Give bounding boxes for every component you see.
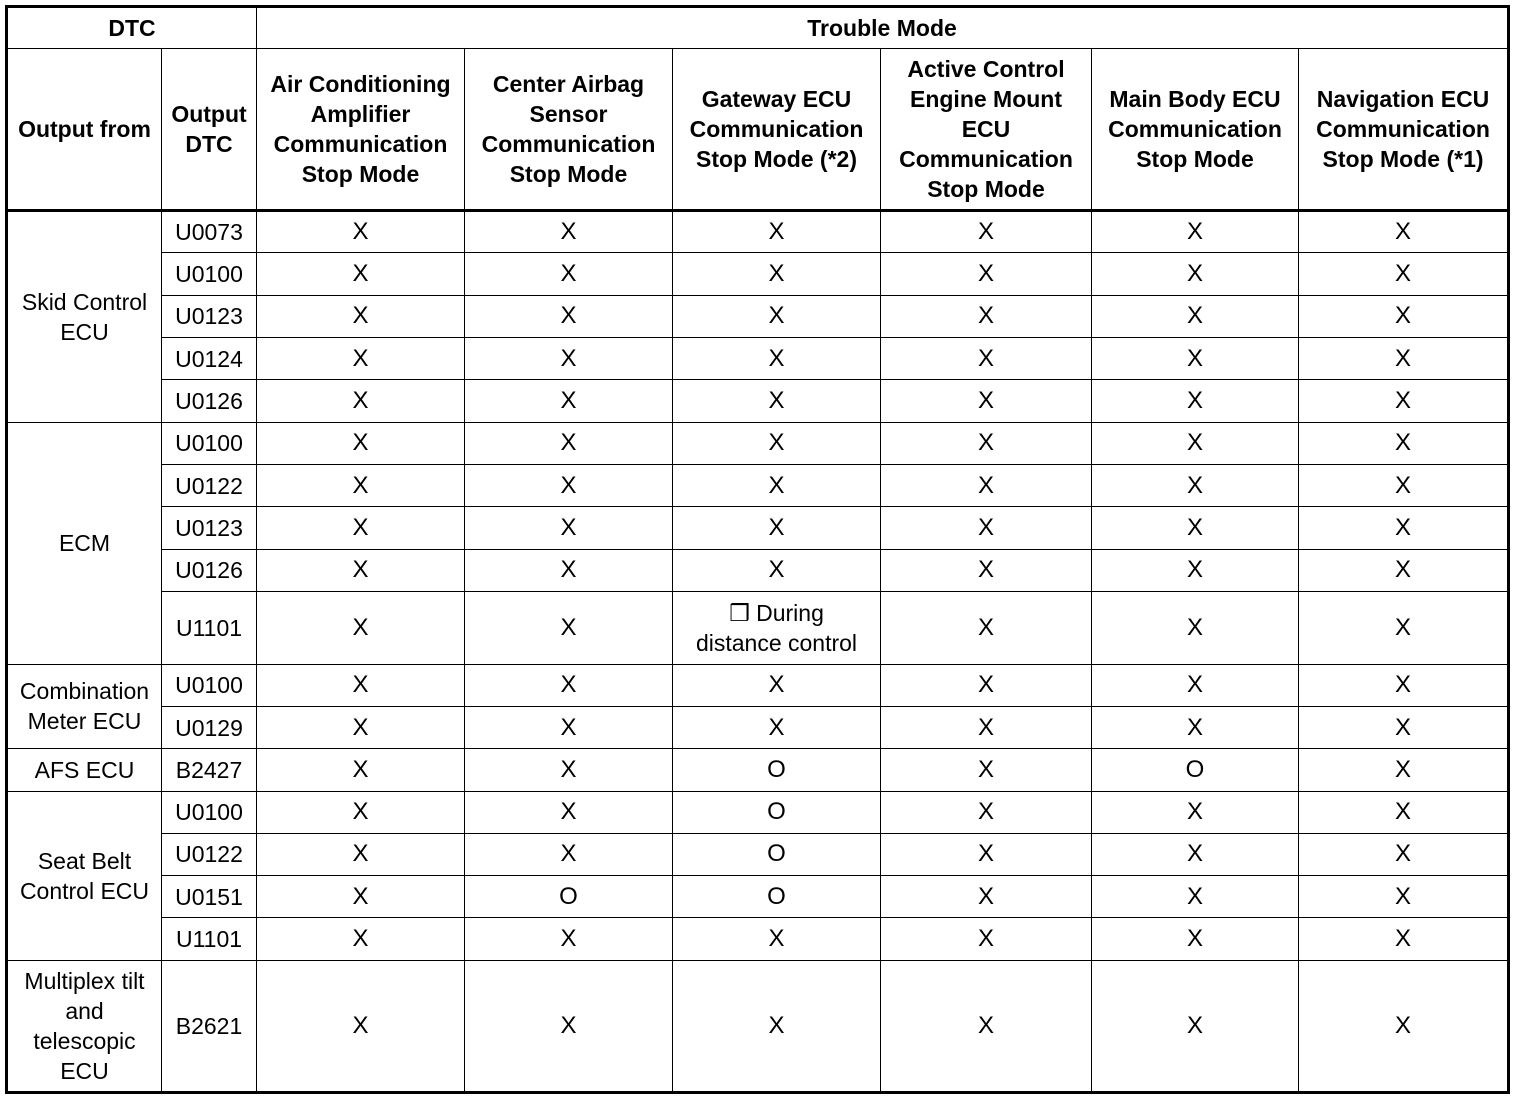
mark-cell-gateway-ecu: X bbox=[673, 337, 881, 379]
mark-cell-main-body-ecu: X bbox=[1092, 706, 1299, 748]
dtc-code-cell: U0126 bbox=[162, 549, 257, 591]
mark-cell-main-body-ecu: O bbox=[1092, 749, 1299, 791]
mode-header-active-control-engine-mount bbox=[881, 49, 1092, 211]
mark-cell-gateway-ecu: X bbox=[673, 253, 881, 295]
mark-cell-active-control-engine-mount: X bbox=[881, 918, 1092, 960]
cell-line: ❒ During bbox=[729, 599, 824, 626]
cell-line: ECM bbox=[58, 530, 111, 557]
mark-cell-main-body-ecu: X bbox=[1092, 591, 1299, 664]
mark-cell-air-conditioning: X bbox=[257, 549, 465, 591]
cell-line: Stop Mode bbox=[1136, 146, 1254, 172]
dtc-code-cell: U0129 bbox=[162, 706, 257, 748]
table-row bbox=[7, 706, 1509, 748]
table-row bbox=[7, 591, 1509, 664]
output-from-cell bbox=[7, 211, 162, 423]
dtc-code-cell: B2621 bbox=[162, 960, 257, 1092]
cell-line: telescopic bbox=[33, 1027, 136, 1054]
mark-cell-navigation-ecu: X bbox=[1299, 918, 1509, 960]
cell-line: distance control bbox=[695, 629, 858, 656]
table-row bbox=[7, 211, 1509, 253]
mark-cell-active-control-engine-mount: X bbox=[881, 464, 1092, 506]
cell-line: Communication bbox=[481, 131, 656, 157]
cell-line: Engine Mount bbox=[909, 86, 1063, 112]
mode-header-center-airbag bbox=[465, 49, 673, 211]
mark-cell-air-conditioning: X bbox=[257, 960, 465, 1092]
mark-cell-active-control-engine-mount: X bbox=[881, 664, 1092, 706]
mark-cell-navigation-ecu: X bbox=[1299, 876, 1509, 918]
cell-line: Air Conditioning bbox=[270, 71, 451, 97]
dtc-code-cell: U0100 bbox=[162, 422, 257, 464]
header-row-top bbox=[7, 7, 1509, 49]
mark-cell-navigation-ecu: X bbox=[1299, 664, 1509, 706]
mark-cell-gateway-ecu: X bbox=[673, 549, 881, 591]
mark-cell-center-airbag: X bbox=[465, 253, 673, 295]
mark-cell-gateway-ecu: X bbox=[673, 295, 881, 337]
mark-cell-main-body-ecu: X bbox=[1092, 295, 1299, 337]
cell-line: Multiplex tilt bbox=[24, 967, 145, 994]
mark-cell-navigation-ecu: X bbox=[1299, 380, 1509, 422]
mark-cell-air-conditioning: X bbox=[257, 380, 465, 422]
mark-cell-gateway-ecu: X bbox=[673, 918, 881, 960]
cell-line: ECU bbox=[961, 116, 1011, 142]
mark-cell-center-airbag: X bbox=[465, 833, 673, 875]
mark-cell-gateway-ecu: O bbox=[673, 791, 881, 833]
cell-line: AFS ECU bbox=[34, 756, 135, 783]
output-from-header: Output from bbox=[7, 49, 162, 211]
mark-cell-gateway-ecu: X bbox=[673, 706, 881, 748]
cell-line: Combination bbox=[19, 678, 150, 705]
header-row-columns bbox=[7, 49, 1509, 211]
cell-line: DTC bbox=[185, 131, 233, 157]
mark-cell-main-body-ecu: X bbox=[1092, 960, 1299, 1092]
output-from-cell bbox=[7, 422, 162, 664]
dtc-table bbox=[5, 5, 1510, 1094]
table-row bbox=[7, 833, 1509, 875]
mark-cell-air-conditioning: X bbox=[257, 876, 465, 918]
output-from-cell bbox=[7, 664, 162, 749]
mark-cell-main-body-ecu: X bbox=[1092, 876, 1299, 918]
mode-header-air-conditioning bbox=[257, 49, 465, 211]
mark-cell-air-conditioning: X bbox=[257, 591, 465, 664]
output-from-cell bbox=[7, 749, 162, 791]
output-from-cell bbox=[7, 960, 162, 1092]
mark-cell-air-conditioning: X bbox=[257, 833, 465, 875]
mark-cell-center-airbag: X bbox=[465, 422, 673, 464]
cell-line: Navigation ECU bbox=[1316, 86, 1490, 112]
mark-cell-active-control-engine-mount: X bbox=[881, 749, 1092, 791]
mark-cell-center-airbag: X bbox=[465, 211, 673, 253]
mark-cell-main-body-ecu: X bbox=[1092, 253, 1299, 295]
dtc-code-cell: U0124 bbox=[162, 337, 257, 379]
mark-cell-center-airbag: X bbox=[465, 380, 673, 422]
table-row bbox=[7, 876, 1509, 918]
cell-line: Gateway ECU bbox=[701, 86, 852, 112]
mark-cell-air-conditioning: X bbox=[257, 464, 465, 506]
dtc-code-cell: U0123 bbox=[162, 507, 257, 549]
mark-cell-active-control-engine-mount: X bbox=[881, 706, 1092, 748]
mark-cell-gateway-ecu: X bbox=[673, 507, 881, 549]
table-row bbox=[7, 337, 1509, 379]
mark-cell-navigation-ecu: X bbox=[1299, 749, 1509, 791]
mark-cell-air-conditioning: X bbox=[257, 507, 465, 549]
mark-cell-active-control-engine-mount: X bbox=[881, 833, 1092, 875]
mark-cell-active-control-engine-mount: X bbox=[881, 791, 1092, 833]
mark-cell-center-airbag: X bbox=[465, 791, 673, 833]
table-body bbox=[7, 211, 1509, 1093]
cell-line: Communication bbox=[1316, 116, 1490, 142]
mark-cell-main-body-ecu: X bbox=[1092, 664, 1299, 706]
dtc-header: DTC bbox=[7, 7, 257, 49]
mark-cell-navigation-ecu: X bbox=[1299, 591, 1509, 664]
mark-cell-active-control-engine-mount: X bbox=[881, 211, 1092, 253]
cell-line: Communication bbox=[1108, 116, 1282, 142]
dtc-code-cell: U0151 bbox=[162, 876, 257, 918]
cell-line: Active Control bbox=[907, 56, 1065, 82]
mode-header-gateway-ecu bbox=[673, 49, 881, 211]
mark-cell-gateway-ecu bbox=[673, 591, 881, 664]
cell-line: Output bbox=[171, 101, 247, 127]
dtc-code-cell: U0122 bbox=[162, 464, 257, 506]
mark-cell-gateway-ecu: O bbox=[673, 749, 881, 791]
mark-cell-navigation-ecu: X bbox=[1299, 253, 1509, 295]
cell-line: Communication bbox=[689, 116, 864, 142]
mark-cell-gateway-ecu: X bbox=[673, 211, 881, 253]
mark-cell-center-airbag: X bbox=[465, 591, 673, 664]
mark-cell-air-conditioning: X bbox=[257, 253, 465, 295]
cell-line: Communication bbox=[899, 146, 1073, 172]
mark-cell-air-conditioning: X bbox=[257, 295, 465, 337]
cell-line: Sensor bbox=[529, 101, 608, 127]
mark-cell-main-body-ecu: X bbox=[1092, 337, 1299, 379]
mark-cell-active-control-engine-mount: X bbox=[881, 422, 1092, 464]
dtc-code-cell: U1101 bbox=[162, 591, 257, 664]
table-row bbox=[7, 960, 1509, 1092]
mark-cell-main-body-ecu: X bbox=[1092, 918, 1299, 960]
dtc-code-cell: U1101 bbox=[162, 918, 257, 960]
cell-line: ECU bbox=[60, 1057, 109, 1084]
mark-cell-navigation-ecu: X bbox=[1299, 211, 1509, 253]
mark-cell-air-conditioning: X bbox=[257, 664, 465, 706]
mark-cell-active-control-engine-mount: X bbox=[881, 507, 1092, 549]
output-dtc-header bbox=[162, 49, 257, 211]
mode-header-navigation-ecu bbox=[1299, 49, 1509, 211]
table-row bbox=[7, 422, 1509, 464]
mark-cell-gateway-ecu: O bbox=[673, 833, 881, 875]
mark-cell-center-airbag: X bbox=[465, 664, 673, 706]
mark-cell-main-body-ecu: X bbox=[1092, 464, 1299, 506]
dtc-code-cell: B2427 bbox=[162, 749, 257, 791]
table-row bbox=[7, 253, 1509, 295]
mark-cell-active-control-engine-mount: X bbox=[881, 549, 1092, 591]
mark-cell-air-conditioning: X bbox=[257, 422, 465, 464]
mark-cell-gateway-ecu: X bbox=[673, 464, 881, 506]
mark-cell-center-airbag: X bbox=[465, 549, 673, 591]
dtc-code-cell: U0073 bbox=[162, 211, 257, 253]
cell-line: Communication bbox=[273, 131, 448, 157]
mark-cell-active-control-engine-mount: X bbox=[881, 337, 1092, 379]
cell-line: Skid Control bbox=[21, 288, 148, 315]
mark-cell-center-airbag: X bbox=[465, 960, 673, 1092]
mark-cell-air-conditioning: X bbox=[257, 918, 465, 960]
mark-cell-navigation-ecu: X bbox=[1299, 337, 1509, 379]
cell-line: ECU bbox=[60, 318, 109, 345]
mark-cell-gateway-ecu: X bbox=[673, 960, 881, 1092]
cell-line: and bbox=[65, 997, 104, 1024]
cell-line: Stop Mode (*1) bbox=[1322, 146, 1484, 172]
mark-cell-center-airbag: X bbox=[465, 464, 673, 506]
mark-cell-center-airbag: X bbox=[465, 295, 673, 337]
mark-cell-active-control-engine-mount: X bbox=[881, 591, 1092, 664]
mark-cell-navigation-ecu: X bbox=[1299, 960, 1509, 1092]
cell-line: Stop Mode bbox=[927, 176, 1045, 202]
cell-line: Seat Belt bbox=[37, 847, 132, 874]
mark-cell-navigation-ecu: X bbox=[1299, 791, 1509, 833]
cell-line: Meter ECU bbox=[27, 708, 142, 735]
mark-cell-navigation-ecu: X bbox=[1299, 464, 1509, 506]
mark-cell-active-control-engine-mount: X bbox=[881, 960, 1092, 1092]
mark-cell-gateway-ecu: O bbox=[673, 876, 881, 918]
table-row bbox=[7, 918, 1509, 960]
mark-cell-navigation-ecu: X bbox=[1299, 422, 1509, 464]
mark-cell-air-conditioning: X bbox=[257, 749, 465, 791]
dtc-code-cell: U0100 bbox=[162, 664, 257, 706]
mark-cell-navigation-ecu: X bbox=[1299, 706, 1509, 748]
trouble-mode-header: Trouble Mode bbox=[257, 7, 1509, 49]
cell-line: Stop Mode (*2) bbox=[696, 146, 857, 172]
table-row bbox=[7, 791, 1509, 833]
mark-cell-active-control-engine-mount: X bbox=[881, 876, 1092, 918]
mark-cell-air-conditioning: X bbox=[257, 706, 465, 748]
mark-cell-main-body-ecu: X bbox=[1092, 791, 1299, 833]
mark-cell-air-conditioning: X bbox=[257, 791, 465, 833]
table-row bbox=[7, 295, 1509, 337]
mark-cell-center-airbag: X bbox=[465, 918, 673, 960]
cell-line: Control ECU bbox=[19, 877, 150, 904]
mark-cell-main-body-ecu: X bbox=[1092, 422, 1299, 464]
dtc-code-cell: U0123 bbox=[162, 295, 257, 337]
table-row bbox=[7, 749, 1509, 791]
mark-cell-active-control-engine-mount: X bbox=[881, 380, 1092, 422]
dtc-code-cell: U0100 bbox=[162, 253, 257, 295]
mark-cell-center-airbag: O bbox=[465, 876, 673, 918]
mark-cell-navigation-ecu: X bbox=[1299, 295, 1509, 337]
mark-cell-main-body-ecu: X bbox=[1092, 507, 1299, 549]
table-row bbox=[7, 549, 1509, 591]
dtc-code-cell: U0126 bbox=[162, 380, 257, 422]
cell-line: Center Airbag bbox=[492, 71, 645, 97]
output-from-cell bbox=[7, 791, 162, 960]
cell-line: Stop Mode bbox=[509, 161, 628, 187]
mark-cell-gateway-ecu: X bbox=[673, 380, 881, 422]
table-row bbox=[7, 380, 1509, 422]
mark-cell-air-conditioning: X bbox=[257, 211, 465, 253]
dtc-code-cell: U0100 bbox=[162, 791, 257, 833]
table-row bbox=[7, 507, 1509, 549]
mark-cell-navigation-ecu: X bbox=[1299, 833, 1509, 875]
cell-line: Amplifier bbox=[310, 101, 411, 127]
table-row bbox=[7, 664, 1509, 706]
mark-cell-navigation-ecu: X bbox=[1299, 549, 1509, 591]
mark-cell-main-body-ecu: X bbox=[1092, 380, 1299, 422]
mark-cell-air-conditioning: X bbox=[257, 337, 465, 379]
mark-cell-gateway-ecu: X bbox=[673, 422, 881, 464]
mark-cell-center-airbag: X bbox=[465, 507, 673, 549]
mark-cell-main-body-ecu: X bbox=[1092, 211, 1299, 253]
table-header bbox=[7, 7, 1509, 211]
mark-cell-navigation-ecu: X bbox=[1299, 507, 1509, 549]
dtc-code-cell: U0122 bbox=[162, 833, 257, 875]
mark-cell-active-control-engine-mount: X bbox=[881, 295, 1092, 337]
mark-cell-center-airbag: X bbox=[465, 749, 673, 791]
mark-cell-main-body-ecu: X bbox=[1092, 549, 1299, 591]
mark-cell-center-airbag: X bbox=[465, 337, 673, 379]
mark-cell-gateway-ecu: X bbox=[673, 664, 881, 706]
mark-cell-active-control-engine-mount: X bbox=[881, 253, 1092, 295]
mark-cell-center-airbag: X bbox=[465, 706, 673, 748]
cell-line: Main Body ECU bbox=[1109, 86, 1281, 112]
mark-cell-main-body-ecu: X bbox=[1092, 833, 1299, 875]
mode-header-main-body-ecu bbox=[1092, 49, 1299, 211]
cell-line: Stop Mode bbox=[301, 161, 420, 187]
table-row bbox=[7, 464, 1509, 506]
